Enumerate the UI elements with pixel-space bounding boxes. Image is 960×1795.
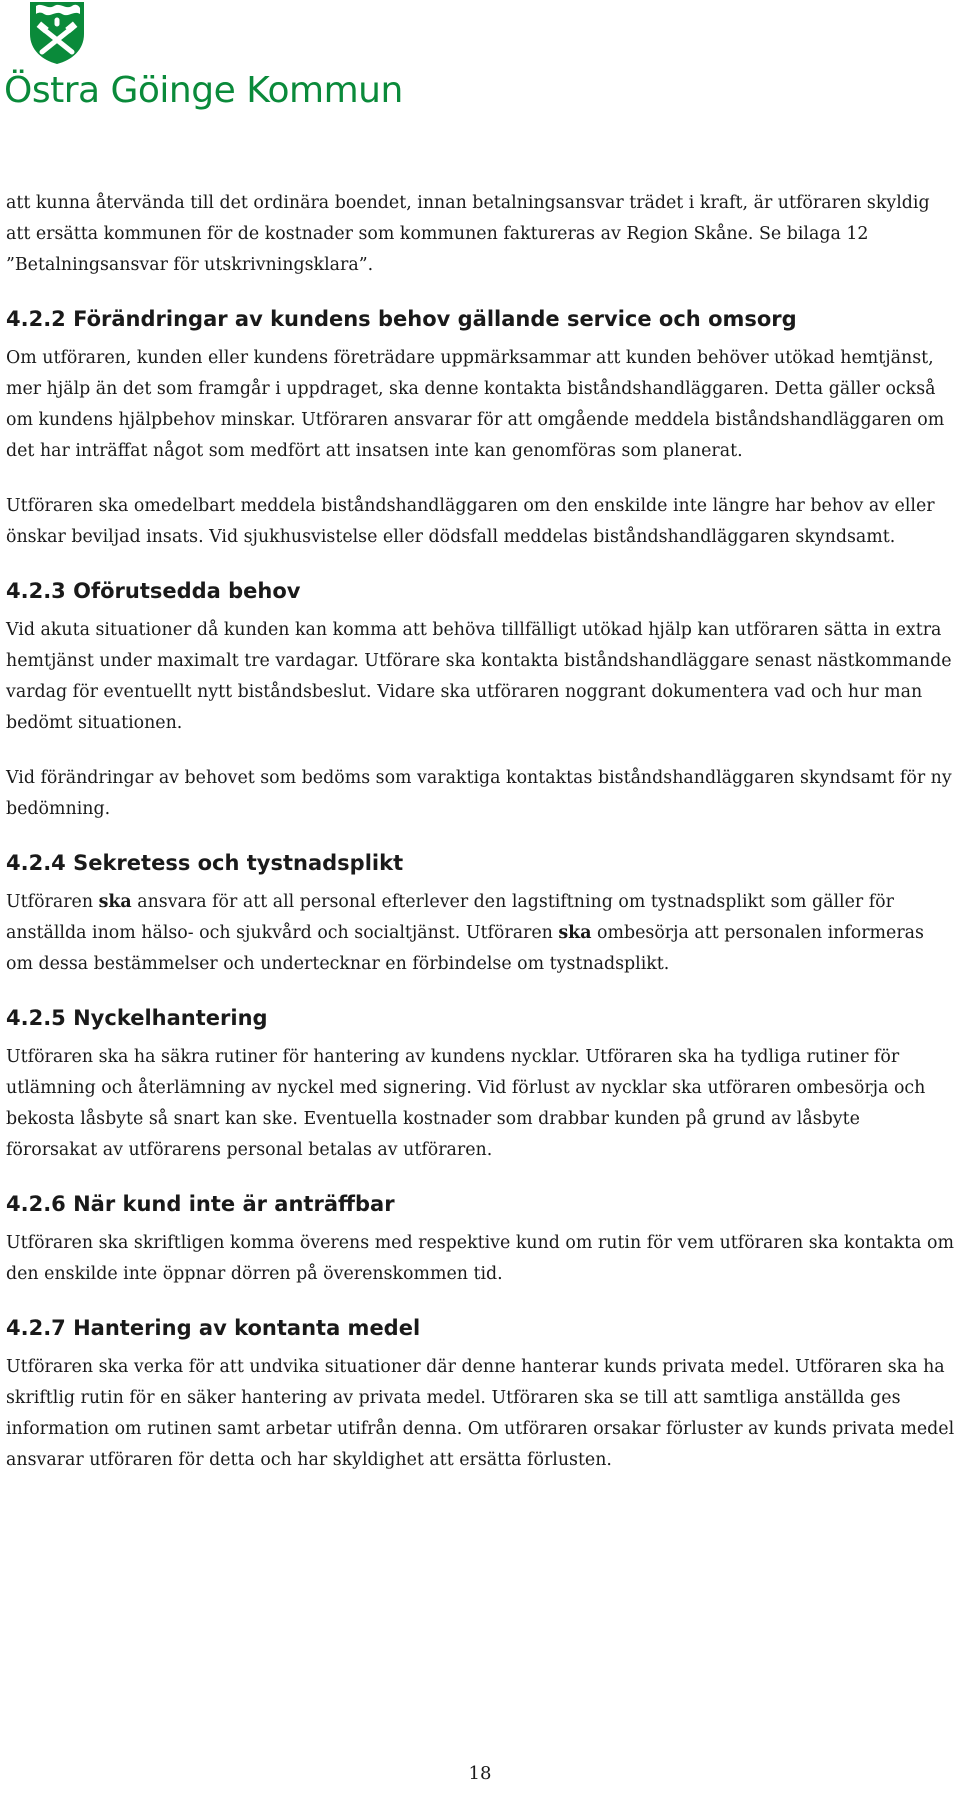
heading-4-2-3: 4.2.3 Oförutsedda behov (6, 579, 301, 603)
paragraph-4-2-4-1 (6, 887, 956, 980)
paragraph-4-2-5-1: Utföraren ska ha säkra rutiner för hantering av kundens nycklar. Utföraren ska ha tydliga rutiner för utlämning och återlämning av nyckel med signering. Vid förlust av nycklar ska utföraren ombesörja och bekosta låsbyte så snart kan ske. Eventuella kostnader som drabbar kunden på grund av låsbyte förorsakat av utförarens personal betalas av utföraren. (6, 1047, 926, 1160)
heading-4-2-5: 4.2.5 Nyckelhantering (6, 1006, 268, 1030)
page-number: 18 (468, 1763, 492, 1784)
paragraph-4-2-7-1: Utföraren ska verka för att undvika situationer där denne hanterar kunds privata medel. Utföraren ska ha skriftlig rutin för en säker hantering av privata medel. Utföraren ska se till att samtliga anställda ges information om rutinen samt arbetar utifrån denna. Om utföraren orsakar förluster av kunds privata medel ansvarar utföraren för detta och har skyldighet att ersätta förlusten. (6, 1357, 955, 1470)
text-run: Utföraren (6, 892, 99, 912)
text-run: ansvara för att all personal efterlever den lagstiftning om tystnadsplikt som gäller för anställda inom hälso- och sjukvård och socialtjänst. Utföraren (6, 892, 894, 943)
emphasis-ska: ska (558, 923, 592, 943)
text-run: ombesörja att personalen informeras om dessa bestämmelser och undertecknar en förbindelse om tystnadsplikt. (6, 923, 924, 974)
document-body (6, 188, 956, 1500)
heading-4-2-2: 4.2.2 Förändringar av kundens behov gällande service och omsorg (6, 307, 797, 331)
intro-paragraph: att kunna återvända till det ordinära boendet, innan betalningsansvar trädet i kraft, är utföraren skyldig att ersätta kommunen för de kostnader som kommunen faktureras av Region Skåne. Se bilaga 12 ”Betalningsansvar för utskrivningsklara”. (6, 193, 930, 275)
paragraph-4-2-3-1: Vid akuta situationer då kunden kan komma att behöva tillfälligt utökad hjälp kan utföraren sätta in extra hemtjänst under maximalt tre vardagar. Utförare ska kontakta biståndshandläggare senast nästkommande vardag för eventuellt nytt biståndsbeslut. Vidare ska utföraren noggrant dokumentera vad och hur man bedömt situationen. (6, 620, 952, 733)
heading-4-2-6: 4.2.6 När kund inte är anträffbar (6, 1192, 395, 1216)
municipality-name: Östra Göinge Kommun (4, 70, 403, 111)
coat-of-arms-icon (28, 0, 86, 66)
heading-4-2-7: 4.2.7 Hantering av kontanta medel (6, 1316, 421, 1340)
paragraph-4-2-2-1: Om utföraren, kunden eller kundens företrädare uppmärksammar att kunden behöver utökad hemtjänst, mer hjälp än det som framgår i uppdraget, ska denne kontakta biståndshandläggaren. Detta gäller också om kundens hjälpbehov minskar. Utföraren ansvarar för att omgående meddela biståndshandläggaren om det har inträffat något som medfört att insatsen inte kan genomföras som planerat. (6, 348, 945, 461)
paragraph-4-2-3-2: Vid förändringar av behovet som bedöms som varaktiga kontaktas biståndshandläggaren skyndsamt för ny bedömning. (6, 768, 952, 819)
emphasis-ska: ska (98, 892, 132, 912)
municipality-logo (4, 0, 403, 120)
paragraph-4-2-2-2: Utföraren ska omedelbart meddela biståndshandläggaren om den enskilde inte längre har behov av eller önskar beviljad insats. Vid sjukhusvistelse eller dödsfall meddelas biståndshandläggaren skyndsamt. (6, 496, 935, 547)
paragraph-4-2-6-1: Utföraren ska skriftligen komma överens med respektive kund om rutin för vem utföraren ska kontakta om den enskilde inte öppnar dörren på överenskommen tid. (6, 1233, 955, 1284)
heading-4-2-4: 4.2.4 Sekretess och tystnadsplikt (6, 851, 404, 875)
